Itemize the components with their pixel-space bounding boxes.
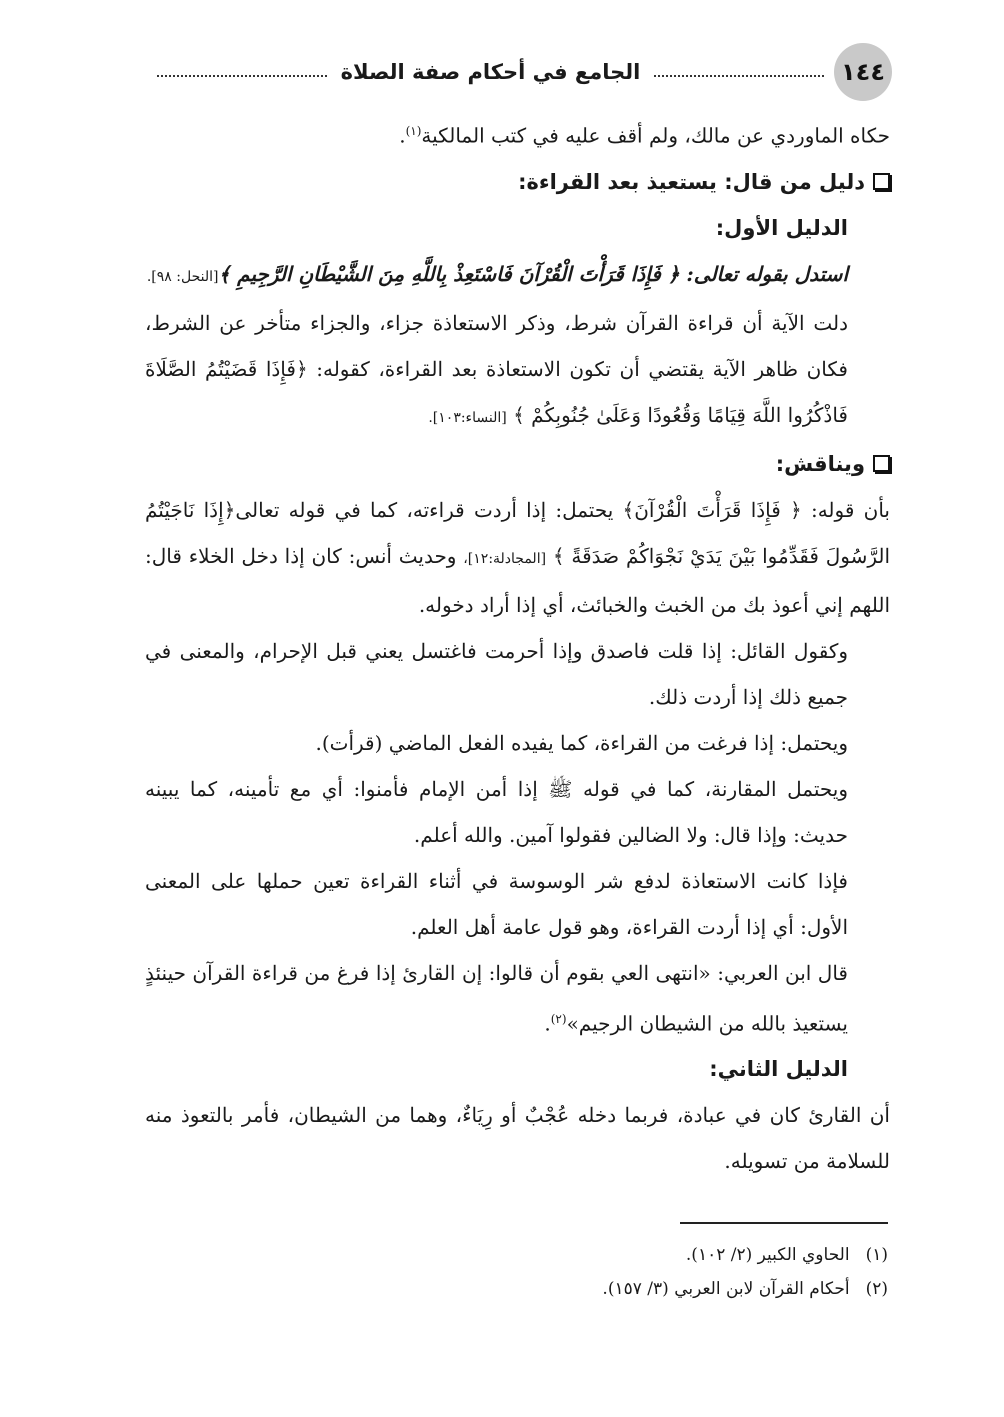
main-text xyxy=(145,108,890,1184)
footnote-divider xyxy=(680,1222,888,1224)
paragraph-1 xyxy=(145,108,890,159)
checkbox-square-icon xyxy=(873,455,890,472)
subheading-first-evidence: الدليل الأول: xyxy=(715,215,848,240)
paragraph-5: وكقول القائل: إذا قلت فاصدق وإذا أحرمت فاغتسل يعني قبل الإحرام، والمعنى في جميع ذلك إذا أردت ذلك. xyxy=(145,638,848,709)
footnote-text: الحاوي الكبير (٢/ ١٠٢). xyxy=(685,1245,850,1265)
paragraph-9-end: . xyxy=(544,1011,551,1036)
book-title: الجامع في أحكام صفة الصلاة xyxy=(340,60,641,84)
paragraph-2 xyxy=(145,251,890,300)
header-dots-left xyxy=(157,75,327,77)
paragraph-8: فإذا كانت الاستعاذة لدفع شر الوسوسة في أثناء القراءة تعين حملها على المعنى الأول: أي إذا أردت القراءة، وهو قول عامة أهل العلم. xyxy=(145,868,848,939)
paragraph-4 xyxy=(145,487,890,628)
page-number: ١٤٤ xyxy=(834,43,892,101)
footnotes xyxy=(288,1238,888,1306)
page-header xyxy=(147,42,892,102)
header-dots-right xyxy=(654,75,824,77)
paragraph-4-text-a: بأن قوله: ﴿ فَإِذَا قَرَأْتَ الْقُرْآنَ﴾ يحتمل: إذا أردت قراءته، كما في قوله تعالى﴿إِذَا نَاجَيْتُمُ الرَّسُولَ فَقَدِّمُوا بَيْنَ يَدَيْ نَجْوَاكُمْ صَدَقَةً ﴾ xyxy=(145,497,891,568)
paragraph-6: ويحتمل: إذا فرغت من القراءة، كما يفيده الفعل الماضي (قرأت). xyxy=(315,730,848,755)
paragraph-3-text: دلت الآية أن قراءة القرآن شرط، وذكر الاستعاذة جزاء، والجزاء متأخر عن الشرط، فكان ظاهر الآية يقتضي أن تكون الاستعاذة بعد القراءة، كقوله: ﴿فَإِذَا قَضَيْتُمُ الصَّلَاةَ فَاذْكُرُوا اللَّهَ قِيَامًا وَقُعُودًا وَعَلَىٰ جُنُوبِكُمْ ﴾ xyxy=(145,310,848,427)
section-heading-discussion-text: ويناقش: xyxy=(775,451,865,476)
verse-reference-nahl: [النحل: ٩٨]. xyxy=(146,268,219,285)
verse-reference-nisa: [النساء:١٠٣]. xyxy=(428,409,507,426)
section-heading-discussion xyxy=(145,441,890,487)
paragraph-9 xyxy=(145,950,890,1047)
paragraph-1-end: . xyxy=(399,123,406,148)
paragraph-7: ويحتمل المقارنة، كما في قوله ﷺ إذا أمن الإمام فأمنوا: أي مع تأمينه، كما يبينه حديث: وإذا قال: ولا الضالين فقولوا آمين. والله أعلم. xyxy=(145,776,848,847)
footnote-1 xyxy=(288,1238,888,1272)
footnote-2 xyxy=(288,1272,888,1306)
footnote-ref-2: (٢) xyxy=(550,1011,567,1026)
paragraph-4-text-b: وحديث أنس: كان إذا دخل الخلاء قال: اللهم إني أعوذ بك من الخبث والخبائث، أي إذا أراد دخوله. xyxy=(145,543,890,617)
paragraph-3 xyxy=(145,300,890,441)
footnote-number: (٢) xyxy=(865,1279,888,1299)
checkbox-square-icon xyxy=(873,173,890,190)
subheading-second-evidence: الدليل الثاني: xyxy=(709,1057,848,1082)
footnote-number: (١) xyxy=(865,1245,888,1265)
paragraph-1-text: حكاه الماوردي عن مالك، ولم أقف عليه في كتب المالكية xyxy=(421,123,890,148)
section-heading-evidence xyxy=(145,159,890,205)
footnote-ref-1: (١) xyxy=(405,124,422,138)
section-heading-text: دليل من قال: يستعيذ بعد القراءة: xyxy=(518,169,865,194)
verse-reference-mujadila: [المجادلة:١٢]، xyxy=(463,550,547,567)
paragraph-9-text: قال ابن العربي: «انتهى العي بقوم أن قالوا: إن القارئ إذا فرغ من قراءة القرآن حينئذٍ يستعيذ بالله من الشيطان الرجيم» xyxy=(145,960,848,1036)
footnote-text: أحكام القرآن لابن العربي (٣/ ١٥٧). xyxy=(602,1279,850,1299)
paragraph-10: أن القارئ كان في عبادة، فربما دخله عُجْبٌ أو رِيَاءٌ، وهما من الشيطان، فأمر بالتعوذ منه للسلامة من تسويله. xyxy=(145,1103,890,1174)
quran-verse-nahl: استدل بقوله تعالى: ﴿ فَإِذَا قَرَأْتَ الْقُرْآنَ فَاسْتَعِذْ بِاللَّهِ مِنَ الشَّيْطَانِ الرَّجِيمِ ﴾ xyxy=(218,261,848,286)
